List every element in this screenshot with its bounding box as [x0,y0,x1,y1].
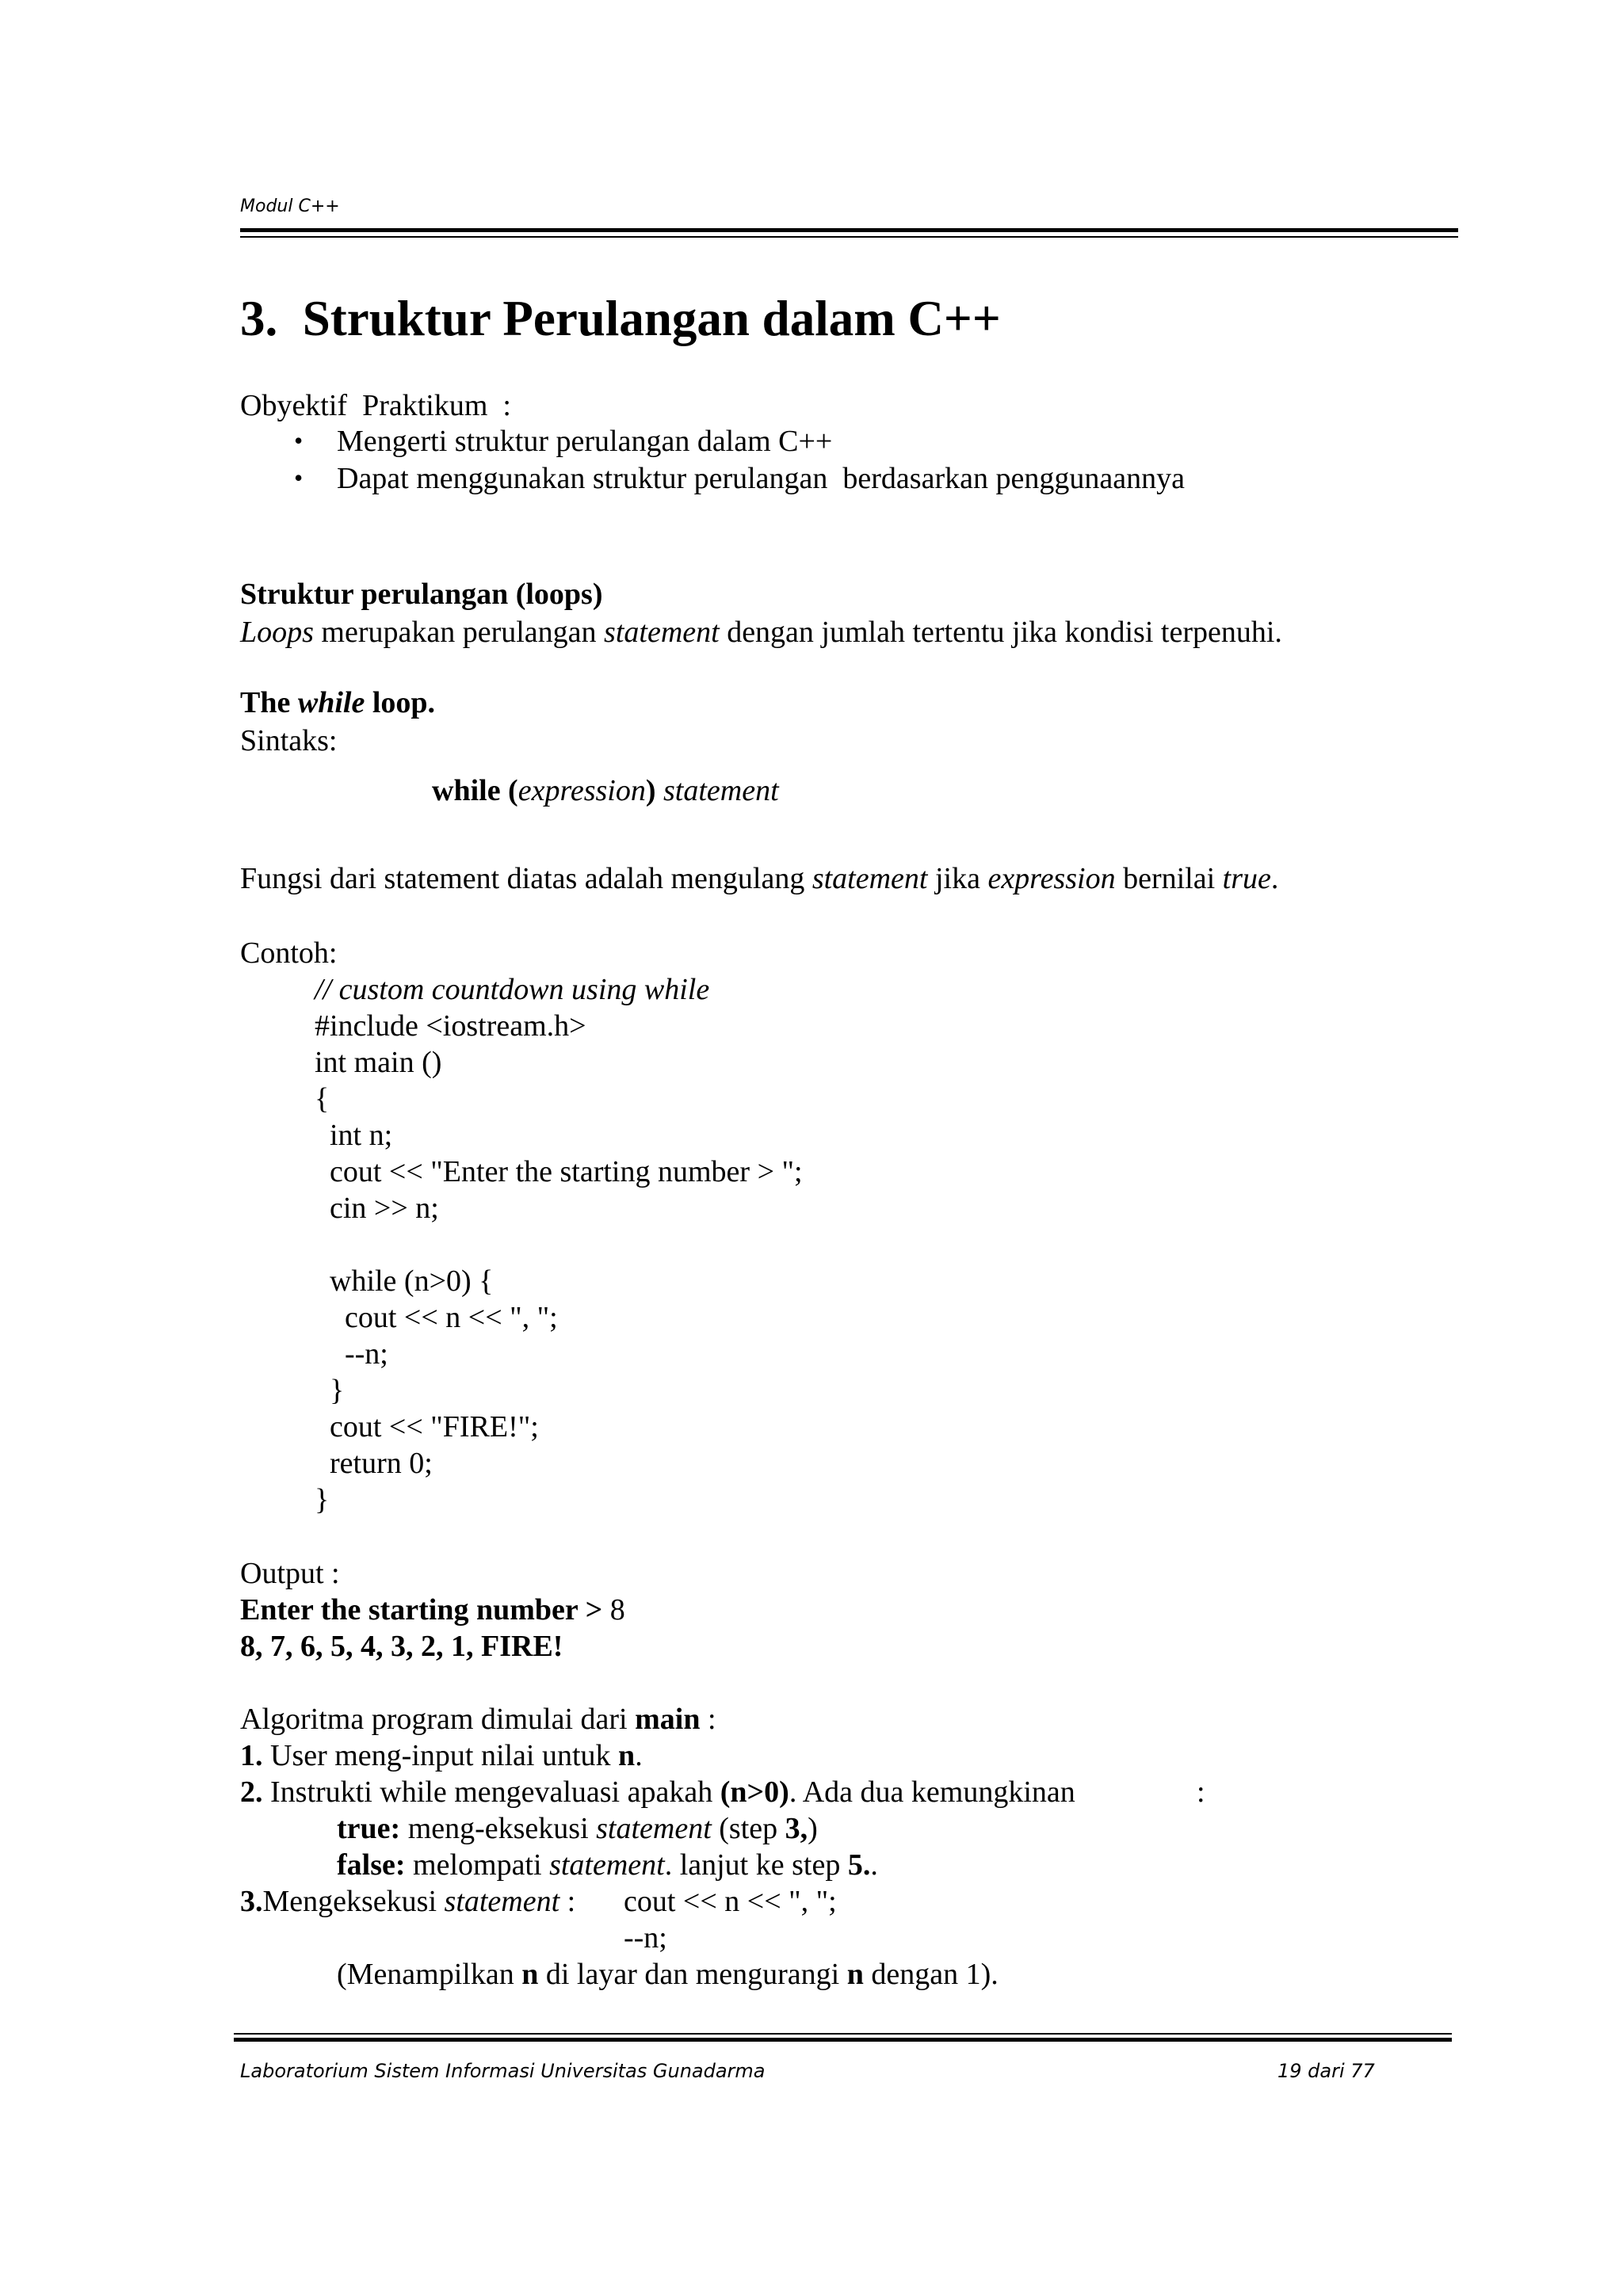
code-line: int main () [315,1046,442,1079]
code-line: return 0; [315,1447,433,1480]
bullet-icon: • [294,463,304,492]
code-line: cin >> n; [315,1192,439,1225]
code-line: { [315,1082,330,1116]
loops-description: Loops merupakan perulangan statement dengan jumlah tertentu jika kondisi terpenuhi. [240,616,1282,649]
while-syntax: while (expression) statement [432,774,779,807]
footer-rule-thick [234,2038,1452,2042]
output-label: Output : [240,1557,340,1590]
code-comment: // custom countdown using while [315,973,710,1006]
code-line: --n; [315,1337,388,1371]
header-rule-thin [240,236,1458,238]
bullet-icon: • [294,426,304,455]
code-line: cout << "FIRE!"; [315,1410,539,1444]
objective-item: Mengerti struktur perulangan dalam C++ [337,425,833,458]
running-header: Modul C++ [240,196,340,216]
loops-heading: Struktur perulangan (loops) [240,578,603,611]
algorithm-step-3-code: cout << n << ", "; [624,1885,837,1918]
code-line: int n; [315,1119,393,1152]
code-line: while (n>0) { [315,1264,494,1298]
code-line: } [315,1374,345,1407]
code-line: cout << "Enter the starting number > "; [315,1155,803,1188]
algorithm-step-1: 1. User meng-input nilai untuk n. [240,1739,643,1772]
page-number: 19 dari 77 [1277,2060,1375,2082]
while-function-text: Fungsi dari statement diatas adalah mengulang statement jika expression bernilai true. [240,862,1279,895]
example-label: Contoh: [240,936,338,970]
algorithm-step-2: 2. Instrukti while mengevaluasi apakah (n>0). Ada dua kemungkinan [240,1775,1075,1809]
chapter-title: 3. Struktur Perulangan dalam C++ [240,291,1001,346]
algorithm-note: (Menampilkan n di layar dan mengurangi n dengan 1). [337,1958,999,1991]
algorithm-step-2-colon: : [1197,1775,1205,1809]
output-line: Enter the starting number > 8 [240,1593,625,1627]
output-line: 8, 7, 6, 5, 4, 3, 2, 1, FIRE! [240,1630,563,1663]
code-line: #include <iostream.h> [315,1009,586,1043]
algorithm-false-branch: false: melompati statement. lanjut ke step 5.. [337,1848,878,1882]
footer-rule-thin [234,2033,1452,2035]
algorithm-true-branch: true: meng-eksekusi statement (step 3,) [337,1812,818,1845]
algorithm-step-3: 3.Mengeksekusi statement : [240,1885,576,1918]
code-line: } [315,1483,330,1516]
while-heading: The while loop. [240,686,436,719]
algorithm-step-3-code: --n; [624,1921,667,1955]
code-line: cout << n << ", "; [315,1301,558,1334]
sintaks-label: Sintaks: [240,724,338,757]
objective-item: Dapat menggunakan struktur perulangan berdasarkan penggunaannya [337,462,1185,495]
objectives-heading: Obyektif Praktikum : [240,389,511,422]
footer-lab: Laboratorium Sistem Informasi Universitas Gunadarma [240,2060,766,2082]
header-rule-thick [240,228,1458,232]
algorithm-intro: Algoritma program dimulai dari main : [240,1703,716,1736]
